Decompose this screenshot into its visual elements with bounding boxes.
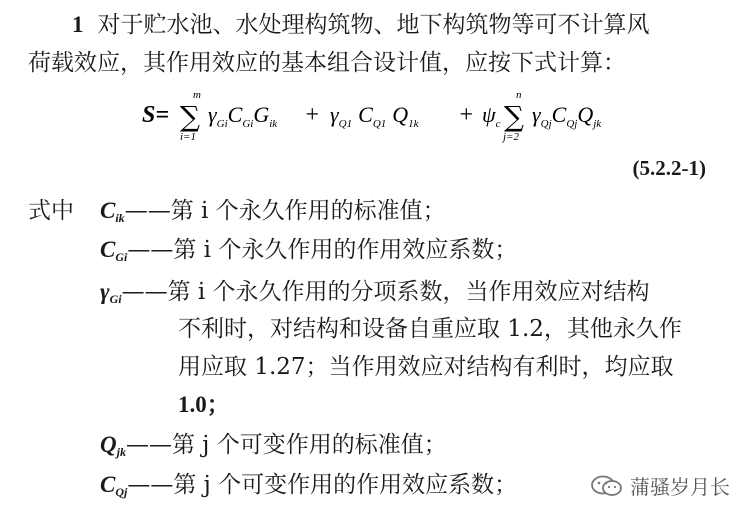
dash: —— xyxy=(127,472,174,498)
symbol: C xyxy=(100,472,116,497)
watermark xyxy=(590,471,730,500)
symbol: C xyxy=(100,198,116,223)
sum2-top: n xyxy=(516,89,522,101)
symbol-sub: Gi xyxy=(109,292,122,306)
symbol: C xyxy=(100,237,116,262)
clause-number: 1 xyxy=(72,12,84,37)
plus-2: + xyxy=(458,102,475,128)
where-item-qjk xyxy=(100,430,447,467)
where-item-cik xyxy=(100,196,446,233)
symbol-sub: Qj xyxy=(115,485,128,499)
equation-number: (5.2.2-1) xyxy=(632,156,706,180)
gamma-cont-1: 不利时，对结构和设备自重应取 1.2，其他永久作 xyxy=(178,316,682,342)
watermark-text: 蒲骚岁月长 xyxy=(630,475,730,499)
symbol: γ xyxy=(100,279,110,304)
where-item-gammagi xyxy=(100,277,650,314)
dash: —— xyxy=(121,279,168,305)
wechat-icon xyxy=(590,475,624,497)
definition: 第 j 个可变作用的标准值； xyxy=(171,432,447,458)
symbol-sub: jk xyxy=(116,445,126,459)
sum1-bottom: i=1 xyxy=(180,131,196,143)
dash: —— xyxy=(125,432,172,458)
sum1-sigma: ∑ xyxy=(180,100,200,133)
definition: 第 i 个永久作用的分项系数，当作用效应对结构 xyxy=(167,279,650,305)
formula xyxy=(140,88,640,146)
clause-line-2: 荷载效应，其作用效应的基本组合设计值，应按下式计算： xyxy=(28,50,626,76)
term2: $\gamma_{Q1}$ $C_{Q1}$ $Q_{1k}$ xyxy=(330,102,419,130)
where-item-cqj xyxy=(100,470,517,507)
sum1-top: m xyxy=(193,89,201,101)
symbol: Q xyxy=(100,432,117,457)
formula-svg xyxy=(140,88,640,146)
plus-1: + xyxy=(304,102,321,128)
term1: $\gamma_{Gi}C_{Gi}G_{ik}$ xyxy=(208,102,278,130)
definition: 第 i 个永久作用的作用效应系数； xyxy=(173,237,518,263)
where-lead: 式中 xyxy=(28,198,74,224)
definition: 第 j 个可变作用的作用效应系数； xyxy=(173,472,518,498)
dash: —— xyxy=(124,198,171,224)
gamma-cont-2: 用应取 1.27；当作用效应对结构有利时，均应取 xyxy=(178,354,674,380)
dash: —— xyxy=(127,237,174,263)
term3: $\gamma_{Qj}C_{Qj}Q_{jk}$ xyxy=(532,102,602,130)
symbol-sub: Gi xyxy=(115,250,128,264)
gamma-cont-3: 1.0； xyxy=(178,392,230,417)
psi-c: $\psi_c$ xyxy=(482,102,501,130)
clause-text-1: 对于贮水池、水处理构筑物、地下构筑物等可不计算风 xyxy=(97,12,650,38)
where-item-cgi xyxy=(100,235,517,272)
symbol-sub: ik xyxy=(115,211,125,225)
formula-lhs: S= xyxy=(142,102,170,128)
sum2-sigma: ∑ xyxy=(504,100,524,133)
clause-line-1 xyxy=(72,10,650,40)
definition: 第 i 个永久作用的标准值； xyxy=(170,198,446,224)
sum2-bottom: j=2 xyxy=(503,131,519,143)
